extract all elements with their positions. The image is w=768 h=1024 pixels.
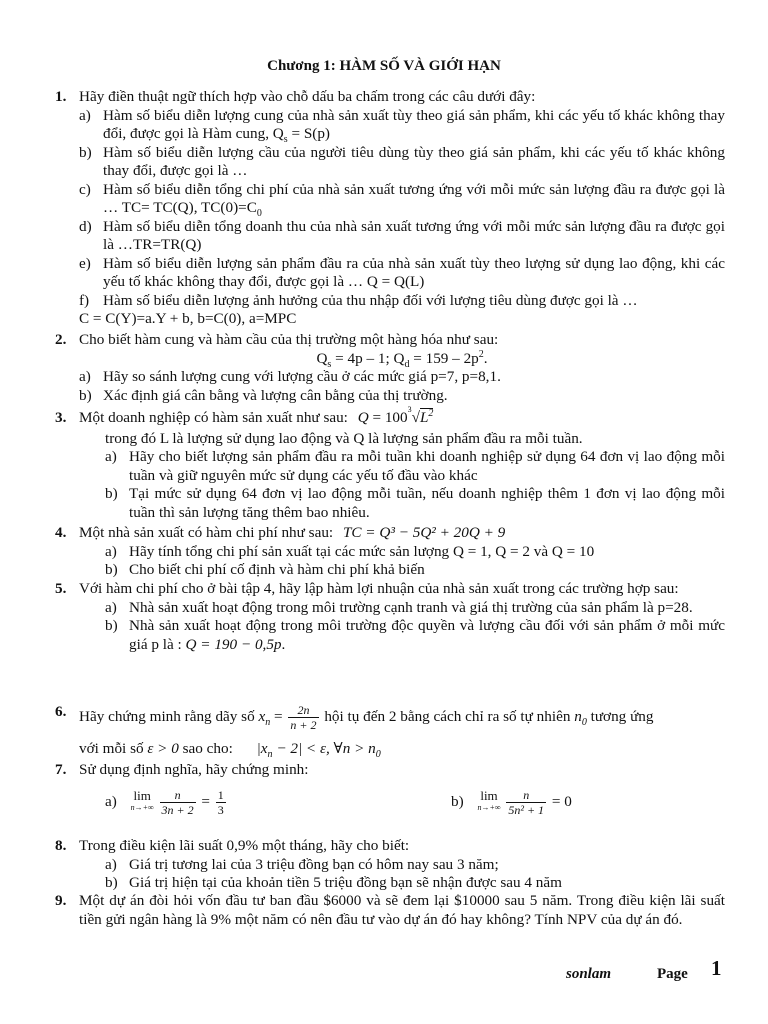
subscript: d bbox=[404, 358, 410, 370]
question-number: 2. bbox=[55, 331, 67, 348]
sub-item-a bbox=[105, 856, 725, 875]
question-number: 4. bbox=[55, 524, 67, 541]
sequence-formula bbox=[258, 703, 324, 732]
question-number: 3. bbox=[55, 409, 67, 426]
sub-item-e bbox=[79, 255, 725, 292]
item-text: Giá trị hiện tại của khoản tiền 5 triệu đồng bạn sẽ nhận được sau 4 năm bbox=[129, 874, 562, 891]
sub-item-b bbox=[105, 617, 725, 654]
item-text: Hàm số biểu diễn lượng ảnh hưởng của thu nhập đối với lượng tiêu dùng được gọi là … bbox=[103, 291, 638, 309]
chapter-title: Chương 1: HÀM SỐ VÀ GIỚI HẠN bbox=[267, 58, 501, 74]
subscript: s bbox=[327, 358, 332, 370]
item-text: Hãy cho biết lượng sản phẩm đầu ra mỗi tuần khi doanh nghiệp sử dụng 64 đơn vị lao động mỗi tuần và giữ nguyên mức sử dụng các yếu tố đầu vào khác bbox=[129, 448, 725, 484]
item-label: a) bbox=[105, 542, 117, 560]
item-text: Xác định giá cân bằng và lượng cân bằng của thị trường. bbox=[103, 386, 448, 404]
eq-part: = 159 – 2p bbox=[409, 349, 479, 367]
question-text-part: Hãy chứng minh rằng dãy số bbox=[79, 707, 255, 725]
item-label: b) bbox=[79, 143, 92, 161]
question-number: 8. bbox=[55, 837, 67, 854]
question-text bbox=[79, 405, 725, 428]
formula-part: L bbox=[419, 409, 429, 426]
formula-part: − 2| < ε, ∀n > n bbox=[272, 740, 376, 757]
item-text: Hàm số biểu diễn tổng doanh thu của nhà sản xuất tương ứng với mỗi mức sản lượng đầu ra được gọi là …TR=TR(Q) bbox=[103, 217, 725, 253]
subscript: n bbox=[267, 749, 273, 761]
lim-operator bbox=[131, 790, 154, 814]
formula-part: Q bbox=[357, 409, 369, 426]
question-9 bbox=[55, 892, 725, 929]
formula-part: n bbox=[574, 707, 582, 725]
eq-part: Q bbox=[316, 349, 328, 367]
question-3 bbox=[55, 405, 725, 522]
item-text: Giá trị tương lai của 3 triệu đồng bạn có hôm nay sau 3 năm; bbox=[129, 855, 499, 873]
question-8 bbox=[55, 837, 725, 893]
item-label: d) bbox=[79, 217, 92, 235]
formula-line: C = C(Y)=a.Y + b, b=C(0), a=MPC bbox=[79, 310, 297, 327]
question-number: 6. bbox=[55, 703, 67, 720]
denominator: n + 2 bbox=[290, 718, 317, 732]
item-text: Hàm số biểu diễn tổng chi phí của nhà sản xuất tương ứng với mỗi mức sản lượng đầu ra được gọi là … TC= TC(Q), TC(0)=C bbox=[103, 180, 725, 216]
limit-row bbox=[105, 780, 725, 824]
item-label: b) bbox=[105, 617, 118, 634]
limit-a bbox=[105, 788, 228, 817]
item-text: Hàm số biểu diễn lượng cung của nhà sản xuất tùy theo giá sản phẩm, khi các yếu tố khác không thay đổi, được gọi là Hàm cung, Q bbox=[103, 106, 725, 142]
sub-item-d bbox=[79, 218, 725, 255]
radical-sign: √ bbox=[411, 409, 420, 426]
question-number: 9. bbox=[55, 892, 67, 909]
question-2 bbox=[55, 331, 725, 405]
subscript: 0 bbox=[256, 208, 262, 220]
question-number: 1. bbox=[55, 88, 67, 105]
fraction bbox=[288, 703, 318, 732]
question-number: 5. bbox=[55, 580, 67, 597]
question-text: Sử dụng định nghĩa, hãy chứng minh: bbox=[79, 761, 309, 778]
footer-page-number: 1 bbox=[711, 956, 722, 980]
item-label: a) bbox=[105, 598, 117, 616]
item-label: e) bbox=[79, 254, 91, 272]
numerator: n bbox=[160, 788, 196, 803]
demand-formula: Q = 190 − 0,5p bbox=[185, 635, 282, 653]
limit-b bbox=[451, 788, 572, 817]
sub-item-b bbox=[105, 874, 725, 893]
lim-subscript: n→+∞ bbox=[477, 803, 501, 812]
subscript: 0 bbox=[375, 749, 381, 761]
radicand bbox=[420, 408, 433, 426]
item-text: Tại mức sử dụng 64 đơn vị lao động mỗi tuần, nếu doanh nghiệp thêm 1 đơn vị lao động mỗi tuần thì sản lượng tăng thêm bao nhiêu. bbox=[129, 485, 725, 521]
denominator: 3n + 2 bbox=[161, 802, 194, 817]
footer-page-label: Page bbox=[657, 966, 688, 982]
subscript: 0 bbox=[581, 717, 587, 729]
superscript: 2 bbox=[428, 407, 434, 419]
question-1 bbox=[55, 88, 725, 329]
question-text: Trong điều kiện lãi suất 0,9% một tháng, hãy cho biết: bbox=[79, 837, 410, 854]
item-label: b) bbox=[79, 386, 92, 404]
subscript: n bbox=[265, 717, 271, 729]
fraction bbox=[160, 788, 196, 817]
sub-item-b bbox=[79, 387, 725, 406]
item-label: f) bbox=[79, 291, 90, 309]
question-text-part: sao cho: bbox=[182, 740, 233, 757]
eq-part: = 4p – 1; Q bbox=[331, 349, 405, 367]
n0-symbol bbox=[574, 707, 587, 729]
question-text-part: với mỗi số bbox=[79, 740, 144, 757]
formula-part: x bbox=[258, 707, 266, 725]
sub-item-b bbox=[105, 485, 725, 522]
item-text: Nhà sản xuất hoạt động trong môi trường cạnh tranh và giá thị trường của sản phẩm là p=28. bbox=[129, 598, 693, 616]
lim-operator bbox=[477, 790, 500, 814]
item-text: Hãy so sánh lượng cung với lượng cầu ở các mức giá p=7, p=8,1. bbox=[103, 368, 501, 385]
formula-part: = 100 bbox=[368, 409, 408, 426]
item-label: c) bbox=[79, 180, 91, 198]
question-line: trong đó L là lượng sử dụng lao động và Q là lượng sản phẩm đầu ra mỗi tuần. bbox=[105, 429, 583, 447]
epsilon-condition: ε > 0 bbox=[147, 740, 179, 757]
equals-sign: = bbox=[274, 707, 283, 725]
eq-part: . bbox=[483, 349, 488, 367]
item-text: Hàm số biểu diễn lượng sản phẩm đầu ra của nhà sản xuất tùy theo lượng sử dụng lao động, khi các yếu tố khác không thay đổi, được gọi là … Q = Q(L) bbox=[103, 254, 725, 290]
item-label: b) bbox=[105, 485, 118, 502]
sub-item-a bbox=[105, 448, 725, 485]
question-text: Một dự án đòi hỏi vốn đầu tư ban đầu $6000 và sẽ đem lại $10000 sau 5 năm. Trong điều kiện lãi suất tiền gửi ngân hàng là 9% một năm có nên đầu tư vào dự án đó hay không? Tính NPV của dự án đó. bbox=[79, 892, 725, 928]
sub-item-a bbox=[79, 368, 725, 387]
question-text bbox=[79, 703, 725, 732]
sub-item-a bbox=[105, 599, 725, 618]
item-label: a) bbox=[105, 448, 117, 465]
numerator: n bbox=[506, 788, 546, 803]
question-text-part: tương ứng bbox=[590, 707, 654, 725]
item-text: Hãy tính tổng chi phí sản xuất tại các mức sản lượng Q = 1, Q = 2 và Q = 10 bbox=[129, 542, 595, 560]
item-label: b) bbox=[451, 792, 464, 810]
denominator: 3 bbox=[217, 802, 224, 817]
question-6 bbox=[55, 703, 725, 759]
denominator: 5n² + 1 bbox=[508, 802, 545, 817]
lim-text: lim bbox=[133, 788, 151, 803]
fraction bbox=[506, 788, 546, 817]
footer-author: sonlam bbox=[566, 966, 612, 982]
lim-text: lim bbox=[480, 788, 498, 803]
sub-item-a bbox=[79, 107, 725, 144]
item-label: b) bbox=[105, 561, 118, 578]
item-text: Cho biết chi phí cố định và hàm chi phí khả biến bbox=[129, 561, 425, 578]
subscript: s bbox=[283, 134, 288, 146]
question-text: Với hàm chi phí cho ở bài tập 4, hãy lập hàm lợi nhuận của nhà sản xuất trong các trường hợp sau: bbox=[79, 580, 679, 597]
item-text: Nhà sản xuất hoạt động trong môi trường độc quyền và lượng cầu đối với sản phẩm ở mỗi mức giá p là : bbox=[129, 617, 725, 653]
numerator: 2n bbox=[288, 703, 318, 718]
question-text: Cho biết hàm cung và hàm cầu của thị trường một hàng hóa như sau: bbox=[79, 331, 499, 348]
question-4 bbox=[55, 524, 725, 580]
lim-subscript: n→+∞ bbox=[130, 803, 154, 812]
convergence-condition bbox=[256, 740, 381, 761]
item-text-tail: . bbox=[281, 635, 286, 653]
item-label: a) bbox=[105, 855, 117, 873]
question-line bbox=[79, 740, 725, 759]
production-formula bbox=[357, 405, 434, 426]
cost-formula: TC = Q³ − 5Q² + 20Q + 9 bbox=[342, 524, 506, 541]
question-5 bbox=[55, 580, 725, 654]
question-7 bbox=[55, 761, 725, 824]
item-label: a) bbox=[105, 792, 117, 810]
equals-zero: = 0 bbox=[551, 792, 572, 810]
sub-item-f bbox=[79, 292, 725, 311]
sub-item-b bbox=[79, 144, 725, 181]
equals-sign: = bbox=[201, 792, 210, 810]
item-label: b) bbox=[105, 874, 118, 891]
question-number: 7. bbox=[55, 761, 67, 778]
item-label: a) bbox=[79, 106, 91, 124]
supply-demand-equation bbox=[79, 350, 725, 369]
item-text-tail: = S(p) bbox=[287, 125, 330, 142]
item-label: a) bbox=[79, 368, 91, 385]
sub-item-c bbox=[79, 181, 725, 218]
root-index: 3 bbox=[407, 405, 412, 414]
sub-item-a bbox=[105, 543, 725, 562]
superscript: 2 bbox=[478, 348, 484, 360]
result-fraction bbox=[216, 788, 226, 817]
question-text: Hãy điền thuật ngữ thích hợp vào chỗ dấu ba chấm trong các câu dưới đây: bbox=[79, 88, 536, 105]
numerator: 1 bbox=[217, 787, 224, 802]
question-text-main: Một doanh nghiệp có hàm sản xuất như sau: bbox=[79, 409, 348, 426]
formula-part: |x bbox=[256, 740, 268, 757]
question-text-main: Một nhà sản xuất có hàm chi phí như sau: bbox=[79, 524, 334, 541]
question-text-part: hội tụ đến 2 bằng cách chỉ ra số tự nhiên bbox=[324, 707, 571, 725]
question-text bbox=[79, 524, 725, 543]
sub-item-b bbox=[105, 561, 725, 580]
item-text: Hàm số biểu diễn lượng cầu của người tiêu dùng tùy theo giá sản phẩm, khi các yếu tố khác không thay đổi, được gọi là … bbox=[103, 143, 725, 179]
